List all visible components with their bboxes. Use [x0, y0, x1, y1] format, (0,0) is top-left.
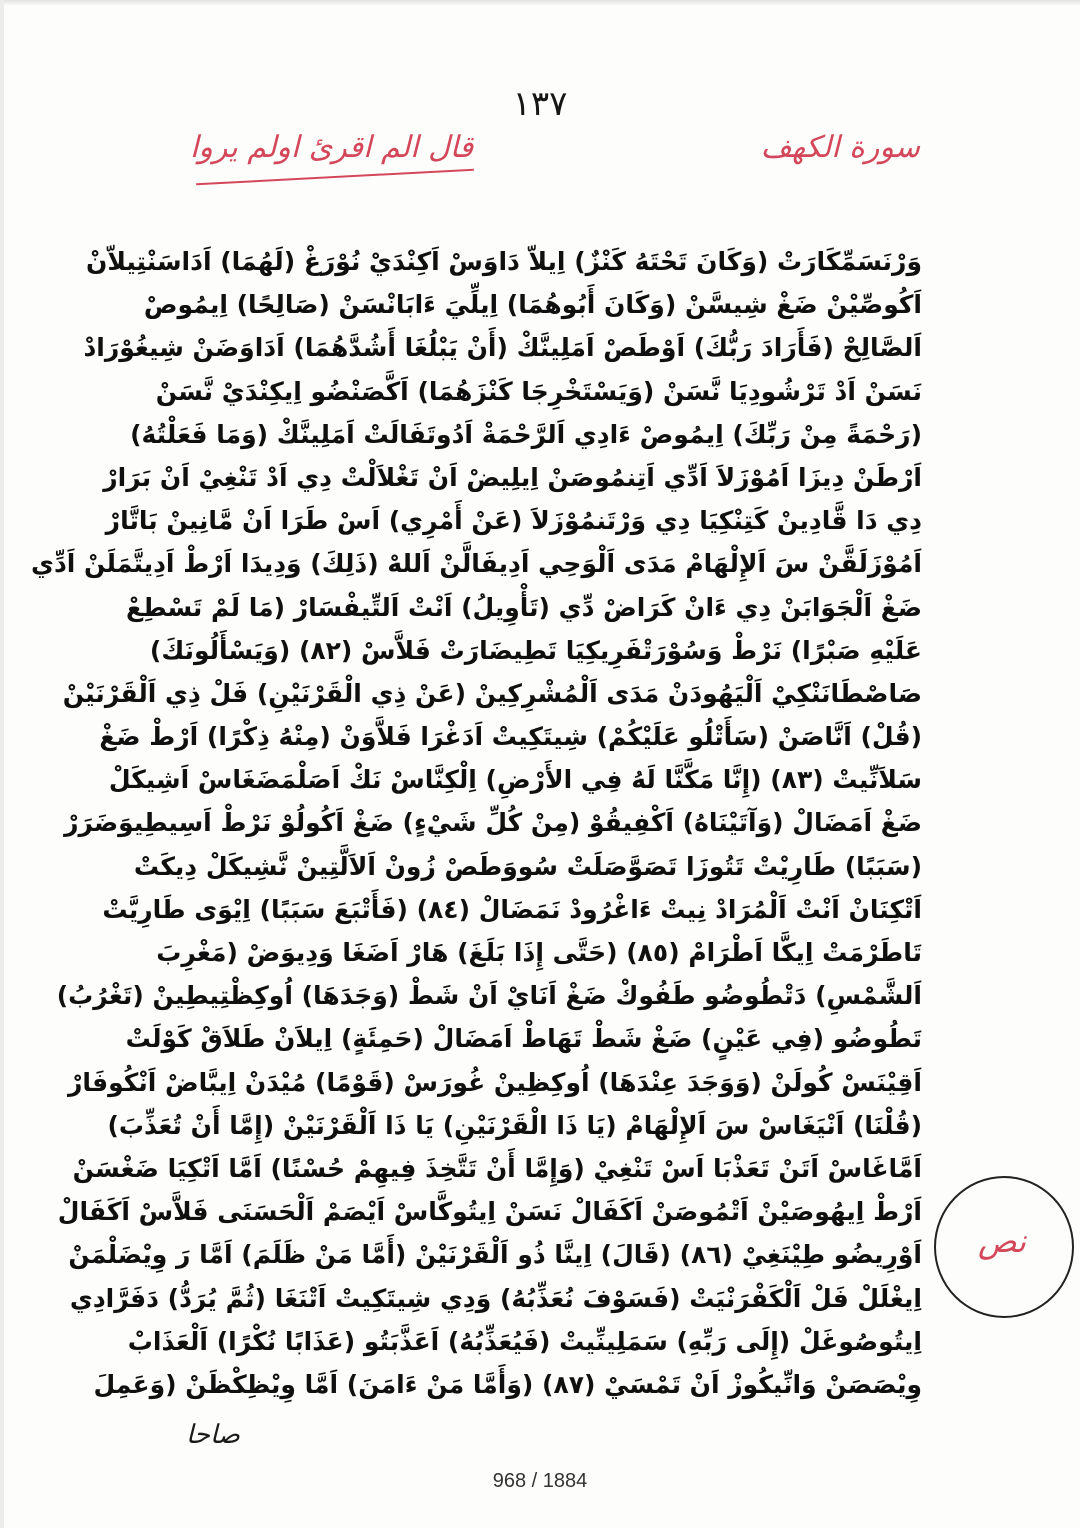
text-line: اَلشَّمْسِ) دَتْطُوضُو طَفُوكْ ضَغْ اَنَايْ اَنْ شَطْ (وَجَدَهَا) اُوكِظْتِيطِينْ (تَغْرُبُ): [56, 981, 922, 1011]
text-line: نَسَنْ اَدْ تَرْشُودِيَا نَّسَنْ (وَيَسْتَخْرِجَا كَنْزَهُمَا) اَكَّصَنْضُو اِيكِنْدَيْ نَّسَنْ: [155, 376, 922, 406]
text-line: صَاصْطَانَنْكِيْ اَلْيَهُودَنْ مَدَى اَلْمُشْرِكِينْ (عَنْ ذِي الْقَرْنَيْنِ) فَلْ ذِي اَلْقَرْنَيْنْ: [62, 678, 922, 708]
text-line: وِيْصَصَنْ وَانِّيكُوزْ اَنْ تَمْسَيْ (٨٧) (وَأَمَّا مَنْ ءَامَنَ) اَمَّا وِيْظِكْظَنْ (وَعَمِلَ: [93, 1369, 922, 1399]
page-edge-top: [0, 0, 1080, 6]
handwritten-signature: صاحا: [186, 1420, 240, 1450]
text-line: دِي دَا قَّادِينْ كَتِنْكِيَا دِي وَرْتَنمُوْزَلاَ (عَنْ أَمْرِي) اَسْ طَرَا اَنْ مَّانِينْ بَاتَّارْ: [105, 506, 922, 536]
page-counter: 968 / 1884: [492, 1470, 588, 1492]
text-body: [31, 240, 922, 1406]
text-line: وَرْنَسَمِّكَارَتْ (وَكَانَ تَحْتَهُ كَنْزٌ) اِيلاّ دَاوَسْ اَكِنْدَيْ نُوْرَغْ (لَهُمَا) اَدَاسَنْتِيلاّنْ: [86, 247, 922, 276]
text-line: اَقِيْنَسْ كُولَنْ (وَوَجَدَ عِنْدَهَا) اُوكِظِينْ غُورَسْ (قَوْمًا) مُيْدَنْ اِيبَّاضْ اَنْكُوفَارْ: [67, 1067, 922, 1097]
text-line: (رَحْمَةً مِنْ رَبِّكَ) اِيمُوصْ ءَادِي اَلرَّحْمَةْ اَدُوتَفَالَتْ اَمَلِينَّكْ (وَمَا فَعَلْتُهُ): [130, 419, 922, 449]
text-line: (قُلْ) اَنَّاصَنْ (سَأَتْلُو عَلَيْكُمْ) شِيتَكِيتْ اَدَغْرَا فَلاَّوَنْ (مِنْهُ ذِكْرًا) اَرْطْ ضَغْ: [99, 722, 922, 752]
text-line: ضَغْ اَمَضَالْ (وَآتَيْنَاهُ) اَكْفِيقُوْ (مِنْ كُلِّ شَيْءٍ) ضَغْ اَكُولُوْ نَرْطْ اَسِيطِيوَضَرَرْ: [64, 808, 922, 838]
text-line: اَرْطْ اِيهُوصَيْنْ اَتْمُوصَنْ اَكَفَالْ نَسَنْ اِيتُوكَّاسْ اَيْصَمْ اَلْحَسَنَى فَلاَّسْ اَكَفَالْ: [57, 1197, 922, 1227]
text-line: اَتْكِنَانْ اَنْتْ اَلْمُرَادْ نِيتْ ءَاغْرُودْ نَمَضَالْ (٨٤) (فَأَتْبَعَ سَبَبًا) اِيْوَى طَارِيَّتْ: [102, 894, 922, 924]
text-line: (قُلْنَا) اَنْيَغَاسْ سَ اَلإِلْهَامْ (يَا ذَا الْقَرْنَيْنِ) يَا ذَا اَلْقَرْنَيْنْ (إِمَّا أَنْ تُعَذِّبَ): [107, 1110, 922, 1140]
juz-handwritten-note: قال الم اقرئ اولم يروا: [190, 130, 474, 165]
page-number: ١٣٧: [512, 84, 568, 124]
text-line: ضَغْ اَلْجَوَابَنْ دِي ءَانْ كَرَاضْ دِّي (تَأْوِيلُ) اَنْتْ اَلتِّيفْسَارْ (مَا لَمْ تَسْطِعْ: [126, 592, 922, 622]
text-line: اَوْرِيضُو طِيْنَغِيْ (٨٦) (قَالَ) اِينَّا ذُو اَلْقَرْنَيْنْ (أَمَّا مَنْ ظَلَمَ) اَمَّا رَ وِيْضَلْمَنْ: [68, 1240, 922, 1270]
text-line: اَمُوْزَلَقَّنْ سَ اَلإِلْهَامْ مَدَى اَلْوَحِي اَدِيفَالَّنْ اَللهْ (ذَلِكَ) وَدِيدَا اَرْطْ اَدِيتَّمَلَنْ اَدِّي: [31, 549, 922, 579]
text-line: اَرْطَنْ دِيزَا اَمُوْزَلاَ اَدِّي اَتِنمُوصَنْ اِيلِيضْ اَنْ تَغْلاَلْتْ دِي اَدْ تَنْغِيْ اَنْ بَرَارْ: [103, 462, 922, 492]
text-line: عَلَيْهِ صَبْرًا) نَرْطْ وَسُوْرَتْفَرِيكِيَا تَطِيضَارَتْ فَلاَّسْ (٨٢) (وَيَسْأَلُونَكَ): [149, 635, 922, 665]
text-line: تَاطَرْمَتْ اِيكَّا اَطْرَامْ (٨٥) (حَتَّى إِذَا بَلَغَ) هَارْ اَضَغَا وَدِيوَضْ (مَغْرِبَ: [156, 938, 922, 967]
text-line: تَطُوضُو (فِي عَيْنٍ) ضَغْ شَطْ تَهَاطْ اَمَضَالْ (حَمِئَةٍ) اِيلاَنْ طَلاَقْ كَوْلَتْ: [125, 1024, 922, 1054]
juz-note-underline: [196, 169, 474, 186]
text-line: اَكُوصِّيْنْ ضَغْ شِيسَّنْ (وَكَانَ أَبُوهُمَا) اِيلِّيَ ءَابَانْسَنْ (صَالِحًا) اِيمُوصْ: [143, 290, 922, 320]
margin-handwritten-note: نص: [977, 1222, 1027, 1260]
text-line: اِيتُوصُوغَلْ (إِلَى رَبِّهِ) سَمَلِينِّيتْ (فَيُعَذِّبُهُ) اَعَذَّبَتُو (عَذَابًا نُكْرًا) اَلْعَذَابْ: [127, 1326, 922, 1356]
page-edge-left: [0, 0, 4, 1528]
text-line: اَمَّاغَاسْ اَتَنْ تَعَذْبَا اَسْ تَنْغِيْ (وَإِمَّا أَنْ تَتَّخِذَ فِيهِمْ حُسْنًا) اَمَّا اَتْكِيَا ضَغْسَنْ: [72, 1153, 922, 1183]
text-line: اَلصَّالِحْ (فَأَرَادَ رَبُّكَ) اَوْطَصْ اَمَلِينَّكْ (أَنْ يَبْلُغَا أَشُدَّهُمَا) اَدَاوَضَنْ شِيغُوْرَادْ: [83, 333, 922, 363]
text-line: (سَبَبًا) طَارِيْتْ تَتُوزَا تَصَوَّصَلَتْ سُووَطَصْ زُونْ اَلاَلَّتِينْ نَّشِيكَلْ دِيكَتْ: [133, 851, 922, 881]
text-line: اِيغْلَلْ فَلْ اَلْكَفْرَنْيَتْ (فَسَوْفَ نُعَذِّبُهُ) وَدِي شِيتَكِيتْ اَتْنَغَا (ثُمَّ يُرَدُّ) دَفَرَّادِي: [69, 1283, 922, 1313]
surah-handwritten-note: سورة الكهف: [760, 130, 920, 165]
text-line: سَلاَنِّيتْ (٨٣) (إِنَّا مَكَّنَّا لَهُ فِي الأَرْضِ) اِلْكِنَّاسْ نَكْ اَصَلْمَضَغَاسْ اَشِيكَلْ: [108, 765, 922, 795]
